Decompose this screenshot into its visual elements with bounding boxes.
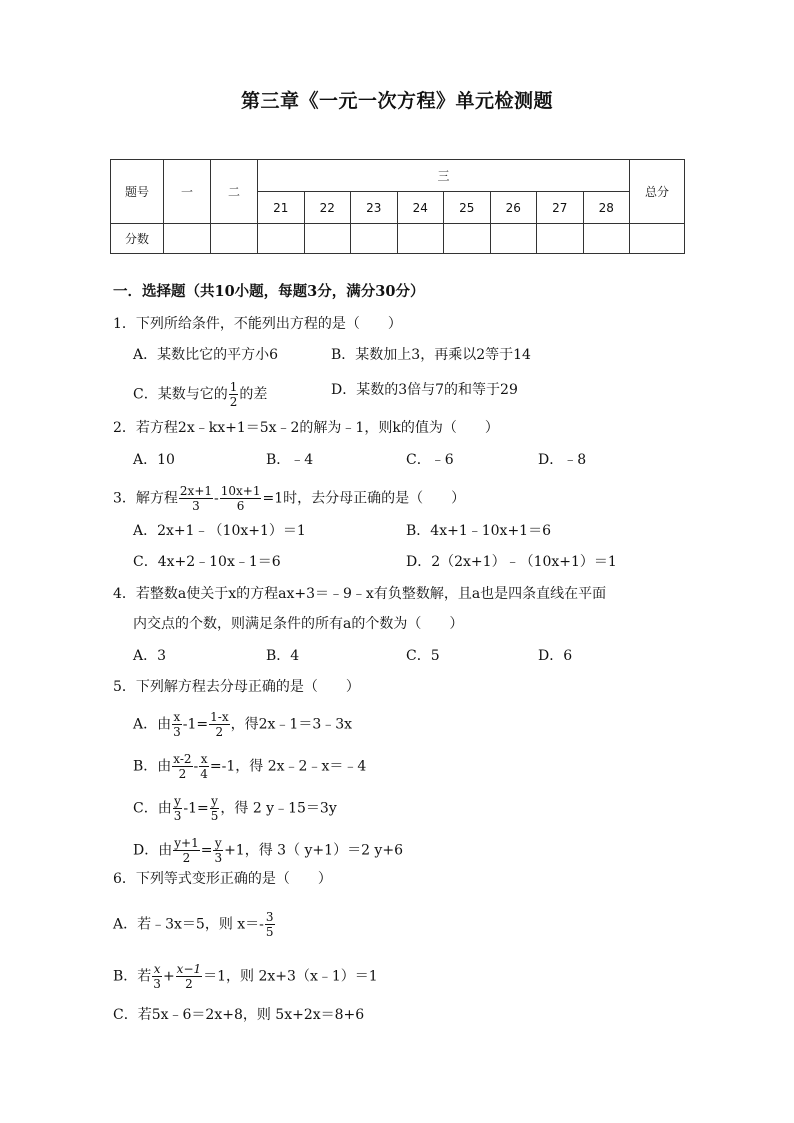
q4-option-d[interactable]: D．6 [538, 648, 573, 664]
col-section-2: 二 [211, 160, 258, 224]
denominator: 6 [236, 499, 245, 513]
section-heading: 一．选择题（共10小题，每题3分，满分30分） [113, 283, 425, 300]
text: -1= [183, 800, 209, 817]
numerator: x [200, 752, 208, 766]
score-cell[interactable] [304, 224, 351, 254]
score-cell[interactable] [630, 224, 685, 254]
numerator: y [214, 836, 222, 850]
text: D．由 [133, 842, 173, 859]
numerator: x [173, 710, 181, 724]
q5-stem: 5．下列解方程去分母正确的是（ ） [113, 679, 360, 695]
sub-col: 24 [397, 192, 444, 224]
text: = [200, 842, 213, 859]
text: - [193, 758, 199, 775]
numerator: x [153, 962, 161, 976]
fraction [265, 910, 275, 939]
denominator: 3 [173, 725, 181, 739]
score-cell[interactable] [583, 224, 630, 254]
text: ，得 2 y﹣15＝3y [220, 800, 337, 817]
q6-option-b[interactable] [113, 962, 378, 991]
fraction [199, 752, 209, 781]
denominator: 3 [214, 851, 223, 865]
q3-stem [113, 484, 465, 513]
sub-col: 27 [537, 192, 584, 224]
fraction [172, 752, 192, 781]
score-cell[interactable] [211, 224, 258, 254]
q6-option-c[interactable]: C．若5x﹣6＝2x+8，则 5x+2x＝8+6 [113, 1007, 365, 1023]
q5-option-a[interactable] [133, 710, 352, 739]
text: B．由 [133, 758, 172, 775]
fraction [173, 794, 183, 823]
q2-option-d[interactable]: D．﹣8 [538, 452, 587, 468]
sub-col: 25 [444, 192, 491, 224]
text: =1时，去分母正确的是（ ） [262, 490, 466, 507]
denominator: 2 [185, 977, 193, 991]
fraction [229, 380, 239, 409]
score-cell[interactable] [351, 224, 398, 254]
text: 3．解方程 [113, 490, 178, 507]
q4-option-b[interactable]: B．4 [266, 648, 300, 664]
numerator: x-2 [173, 752, 192, 766]
text: + [162, 968, 175, 985]
text: +1，得 3（ y+1）＝2 y+6 [224, 842, 403, 859]
score-cell[interactable] [164, 224, 211, 254]
text: B．若 [113, 968, 152, 985]
text: -1= [182, 716, 209, 733]
q5-option-b[interactable] [133, 752, 366, 781]
page-title: 第三章《一元一次方程》单元检测题 [240, 90, 553, 112]
q1-option-c[interactable] [133, 380, 267, 409]
text: ，得2x﹣1＝3﹣3x [230, 716, 353, 733]
score-label: 分数 [111, 224, 164, 254]
sub-col: 23 [351, 192, 398, 224]
text: ＝1，则 2x+3（x﹣1）＝1 [203, 968, 378, 985]
q4-option-a[interactable]: A．3 [133, 648, 167, 664]
denominator: 2 [215, 725, 224, 739]
text: C．由 [133, 800, 172, 817]
fraction [209, 710, 229, 739]
col-section-1: 一 [164, 160, 211, 224]
numerator: x−1 [176, 962, 202, 976]
q1-option-d[interactable]: D．某数的3倍与7的和等于29 [331, 382, 518, 398]
score-cell[interactable] [258, 224, 305, 254]
score-cell[interactable] [537, 224, 584, 254]
fraction [173, 836, 199, 865]
numerator: 2x+1 [179, 484, 213, 498]
q2-stem: 2．若方程2x﹣kx+1＝5x﹣2的解为﹣1，则k的值为（ ） [113, 420, 499, 436]
text: =-1，得 2x﹣2﹣x＝﹣4 [209, 758, 367, 775]
q5-option-c[interactable] [133, 794, 337, 823]
fraction [179, 484, 213, 513]
q2-option-c[interactable]: C．﹣6 [406, 452, 454, 468]
denominator: 5 [265, 925, 274, 939]
fraction [152, 962, 162, 991]
q3-option-d[interactable]: D．2（2x+1）﹣（10x+1）＝1 [406, 554, 617, 570]
numerator: 1 [229, 380, 238, 394]
fraction [176, 962, 202, 991]
fraction [172, 710, 182, 739]
score-cell[interactable] [490, 224, 537, 254]
denominator: 3 [153, 977, 161, 991]
q3-option-c[interactable]: C．4x+2﹣10x﹣1＝6 [133, 554, 281, 570]
denominator: 3 [173, 809, 182, 823]
q1-option-a[interactable]: A．某数比它的平方小6 [133, 347, 279, 363]
numerator: y+1 [174, 836, 199, 850]
numerator: y [174, 794, 181, 808]
q3-option-a[interactable]: A．2x+1﹣（10x+1）＝1 [133, 523, 306, 539]
q6-option-a[interactable] [113, 910, 276, 939]
denominator: 2 [178, 767, 187, 781]
denominator: 3 [192, 499, 200, 513]
q1-option-b[interactable]: B．某数加上3，再乘以2等于14 [331, 347, 531, 363]
q5-option-d[interactable] [133, 836, 403, 865]
q4-stem-line1: 4．若整数a使关于x的方程ax+3＝﹣9﹣x有负整数解，且a也是四条直线在平面 [113, 586, 607, 602]
q6-stem: 6．下列等式变形正确的是（ ） [113, 871, 332, 887]
denominator: 2 [229, 395, 238, 409]
numerator: 1-x [210, 710, 229, 724]
numerator: 10x+1 [220, 484, 261, 498]
denominator: 2 [182, 851, 191, 865]
sub-col: 26 [490, 192, 537, 224]
question-label: 题号 [111, 160, 164, 224]
fraction [210, 794, 220, 823]
q2-option-a[interactable]: A．10 [133, 452, 175, 468]
text: 的差 [239, 386, 268, 403]
q4-stem-line2: 内交点的个数，则满足条件的所有a的个数为（ ） [133, 616, 464, 632]
sub-col: 22 [304, 192, 351, 224]
numerator: 3 [265, 910, 274, 924]
q2-option-b[interactable]: B．﹣4 [266, 452, 314, 468]
q1-stem: 1．下列所给条件，不能列出方程的是（ ） [113, 316, 402, 332]
fraction [220, 484, 262, 513]
score-cell[interactable] [444, 224, 491, 254]
text: A．由 [133, 716, 172, 733]
text: C．某数与它的 [133, 386, 228, 403]
col-section-3: 三 [258, 160, 630, 192]
score-table [110, 159, 685, 254]
q4-option-c[interactable]: C．5 [406, 648, 440, 664]
denominator: 4 [200, 767, 208, 781]
text: A．若﹣3x＝5，则 x＝- [113, 916, 264, 933]
numerator: y [211, 794, 218, 808]
sub-col: 28 [583, 192, 630, 224]
fraction [213, 836, 223, 865]
score-cell[interactable] [397, 224, 444, 254]
sub-col: 21 [258, 192, 305, 224]
text: - [214, 490, 219, 507]
q3-option-b[interactable]: B．4x+1﹣10x+1＝6 [406, 523, 551, 539]
denominator: 5 [210, 809, 219, 823]
col-total: 总分 [630, 160, 685, 224]
